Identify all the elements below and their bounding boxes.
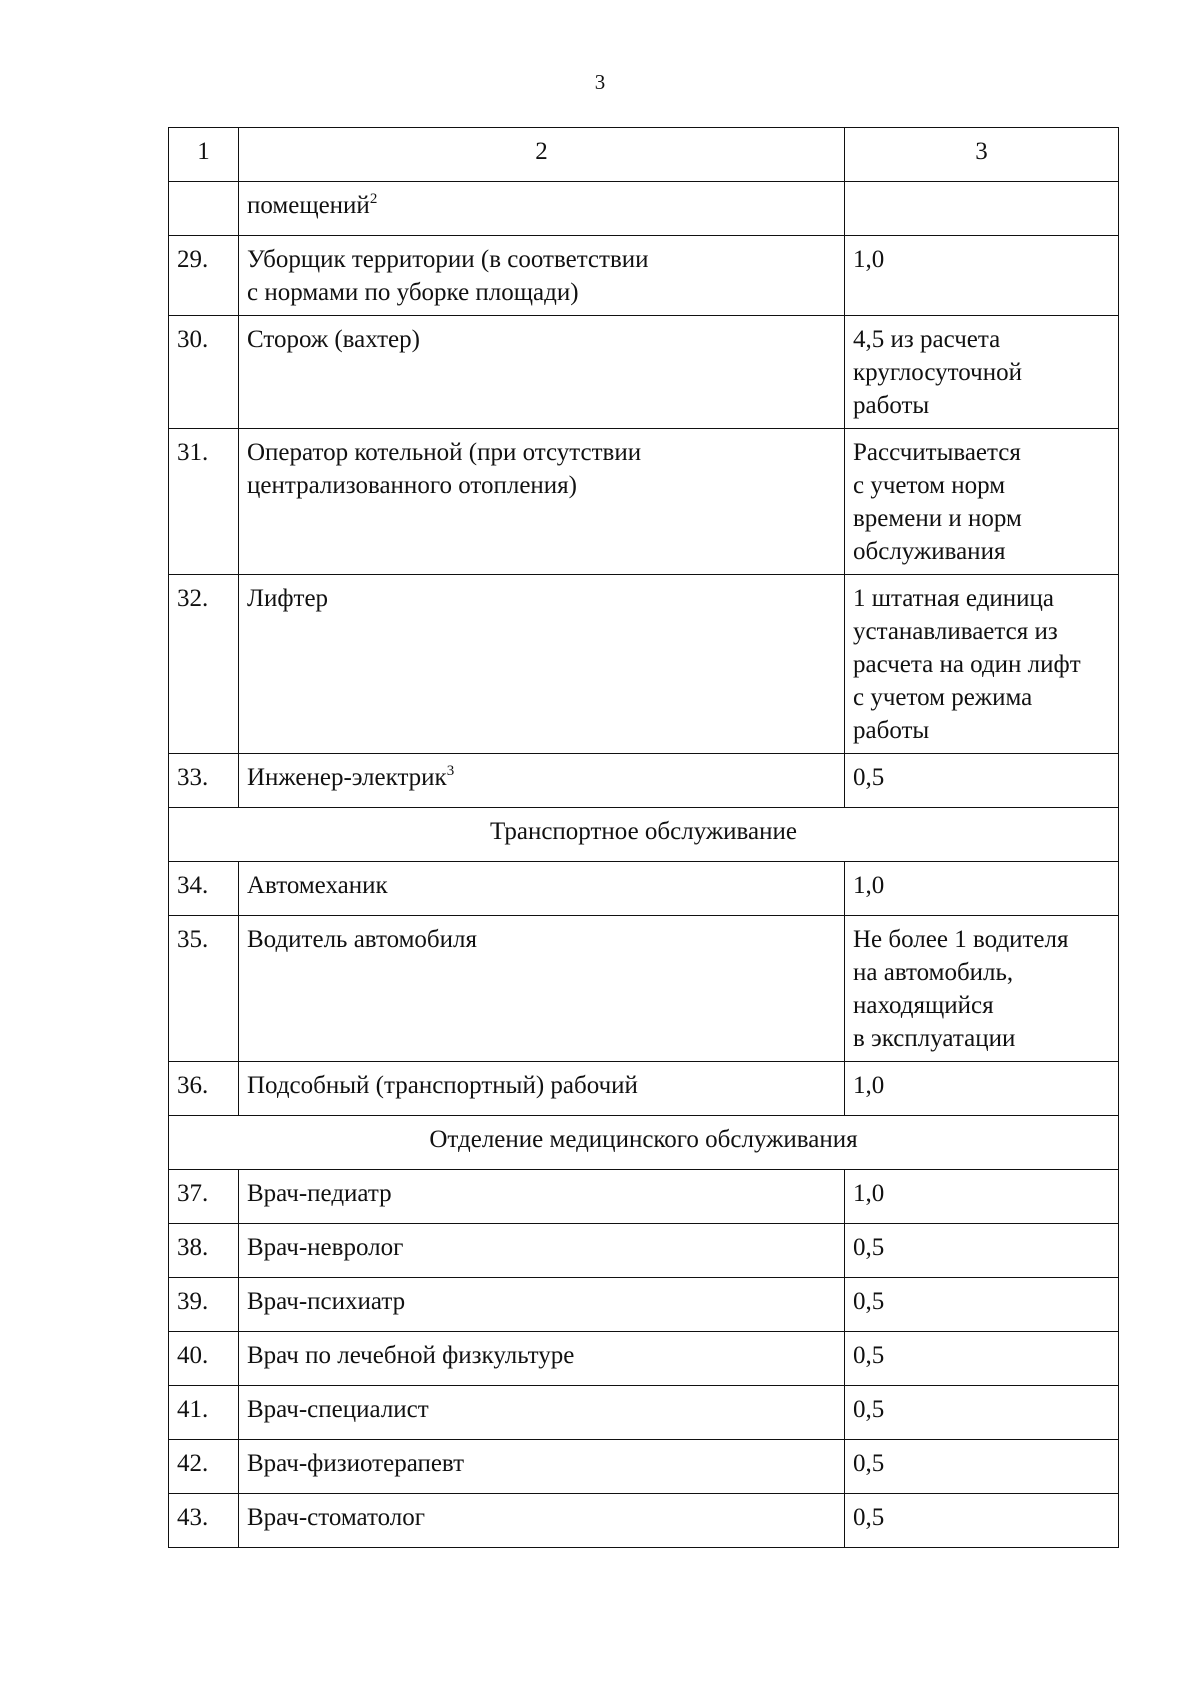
table-row	[169, 916, 1119, 1062]
norm-line: 0,5	[853, 1342, 885, 1369]
table-row	[169, 575, 1119, 754]
row-number-cell: 38.	[169, 1224, 239, 1278]
row-number-cell: 30.	[169, 316, 239, 429]
norm-line: круглосуточной	[853, 359, 1022, 386]
norm-line: обслуживания	[853, 538, 1006, 565]
norm-line: 0,5	[853, 1288, 885, 1315]
name-line: Подсобный (транспортный) рабочий	[247, 1072, 638, 1099]
norm-line: Рассчитывается	[853, 439, 1021, 466]
table-row	[169, 1062, 1119, 1116]
row-number-cell: 32.	[169, 575, 239, 754]
section-medical-row	[169, 1116, 1119, 1170]
norm-line: 4,5 из расчета	[853, 326, 1001, 353]
table-row	[169, 1278, 1119, 1332]
continuation-num-cell	[169, 182, 239, 236]
norm-line: расчета на один лифт	[853, 651, 1081, 678]
table-row	[169, 1170, 1119, 1224]
norm-line: на автомобиль,	[853, 959, 1014, 986]
row-norm-cell	[845, 1386, 1119, 1440]
row-number-cell: 35.	[169, 916, 239, 1062]
row-number-cell: 31.	[169, 429, 239, 575]
norm-line: 0,5	[853, 1396, 885, 1423]
row-norm-cell	[845, 1224, 1119, 1278]
name-line: Лифтер	[247, 585, 329, 612]
norm-line: с учетом режима	[853, 684, 1033, 711]
name-line: централизованного отопления)	[247, 472, 577, 499]
row-norm-cell	[845, 429, 1119, 575]
header-cell-3: 3	[845, 128, 1119, 182]
row-name-cell	[239, 916, 845, 1062]
page-number: 3	[594, 70, 606, 94]
name-line: с нормами по уборке площади)	[247, 279, 579, 306]
row-norm-cell	[845, 916, 1119, 1062]
table-row	[169, 1386, 1119, 1440]
continuation-text: помещений	[247, 192, 370, 219]
norm-line: находящийся	[853, 992, 994, 1019]
table-row	[169, 316, 1119, 429]
row-number-cell: 41.	[169, 1386, 239, 1440]
row-number-cell: 37.	[169, 1170, 239, 1224]
norm-line: с учетом норм	[853, 472, 1006, 499]
norm-line: 1,0	[853, 246, 885, 273]
row-name-cell	[239, 1494, 845, 1548]
row-name-cell	[239, 1062, 845, 1116]
name-line: Врач по лечебной физкультуре	[247, 1342, 575, 1369]
name-line: Врач-специалист	[247, 1396, 429, 1423]
table-row	[169, 1224, 1119, 1278]
row-number-cell: 43.	[169, 1494, 239, 1548]
row-norm-cell	[845, 316, 1119, 429]
row-norm-cell	[845, 1278, 1119, 1332]
row-name-cell	[239, 575, 845, 754]
norm-line: 0,5	[853, 1234, 885, 1261]
row-name-cell	[239, 1224, 845, 1278]
name-line: Врач-педиатр	[247, 1180, 392, 1207]
row-number-cell: 29.	[169, 236, 239, 316]
name-line: Уборщик территории (в соответствии	[247, 246, 649, 273]
norm-line: 1 штатная единица	[853, 585, 1054, 612]
row-norm-cell: 0,5	[845, 754, 1119, 808]
header-cell-1: 1	[169, 128, 239, 182]
name-line: Врач-стоматолог	[247, 1504, 425, 1531]
norm-line: времени и норм	[853, 505, 1022, 532]
continuation-norm-cell	[845, 182, 1119, 236]
row-name-cell	[239, 1440, 845, 1494]
row-name-cell	[239, 316, 845, 429]
norm-line: 0,5	[853, 1450, 885, 1477]
row-number-cell: 42.	[169, 1440, 239, 1494]
section-transport-row	[169, 808, 1119, 862]
row-number-cell: 39.	[169, 1278, 239, 1332]
name-line: Врач-невролог	[247, 1234, 404, 1261]
footnote-marker: 2	[369, 191, 378, 207]
norm-line: 1,0	[853, 1180, 885, 1207]
row-norm-cell	[845, 1170, 1119, 1224]
row-number-cell: 34.	[169, 862, 239, 916]
table-row	[169, 862, 1119, 916]
footnote-marker: 3	[446, 763, 455, 779]
row-name-cell	[239, 862, 845, 916]
norm-line: 0,5	[853, 1504, 885, 1531]
table-row	[169, 1494, 1119, 1548]
row-norm-cell	[845, 1332, 1119, 1386]
row-number-cell: 36.	[169, 1062, 239, 1116]
row-norm-cell	[845, 862, 1119, 916]
row-norm-cell	[845, 236, 1119, 316]
row-norm-cell	[845, 1494, 1119, 1548]
header-cell-2: 2	[239, 128, 845, 182]
table-row	[169, 1440, 1119, 1494]
header-row	[169, 128, 1119, 182]
table-row	[169, 754, 1119, 808]
row-norm-cell	[845, 1440, 1119, 1494]
row-name-cell	[239, 429, 845, 575]
name-line: Врач-физиотерапевт	[247, 1450, 465, 1477]
name-line: Оператор котельной (при отсутствии	[247, 439, 642, 466]
row-name-cell	[239, 1278, 845, 1332]
name-line: Сторож (вахтер)	[247, 326, 420, 353]
norm-line: Не более 1 водителя	[853, 926, 1069, 953]
table-row	[169, 429, 1119, 575]
name-line: Автомеханик	[247, 872, 388, 899]
norm-line: 1,0	[853, 872, 885, 899]
row-name-cell	[239, 236, 845, 316]
section-medical-heading: Отделение медицинского обслуживания	[169, 1116, 1119, 1170]
row-name-cell	[239, 1170, 845, 1224]
norm-line: работы	[853, 392, 930, 419]
norm-line: в эксплуатации	[853, 1025, 1016, 1052]
row-norm-cell	[845, 1062, 1119, 1116]
row-number-cell: 40.	[169, 1332, 239, 1386]
name-line: Врач-психиатр	[247, 1288, 406, 1315]
table-row	[169, 236, 1119, 316]
row-number-cell: 33.	[169, 754, 239, 808]
staffing-table	[168, 127, 1119, 1548]
table-row	[169, 1332, 1119, 1386]
name-text: Инженер-электрик	[247, 764, 447, 791]
row-name-cell	[239, 1332, 845, 1386]
name-line: Водитель автомобиля	[247, 926, 477, 953]
section-transport-heading: Транспортное обслуживание	[169, 808, 1119, 862]
continuation-row	[169, 182, 1119, 236]
row-name-cell	[239, 1386, 845, 1440]
norm-line: устанавливается из	[853, 618, 1058, 645]
row-name-cell	[239, 754, 845, 808]
row-norm-cell	[845, 575, 1119, 754]
continuation-name-cell	[239, 182, 845, 236]
norm-line: работы	[853, 717, 930, 744]
norm-line: 1,0	[853, 1072, 885, 1099]
